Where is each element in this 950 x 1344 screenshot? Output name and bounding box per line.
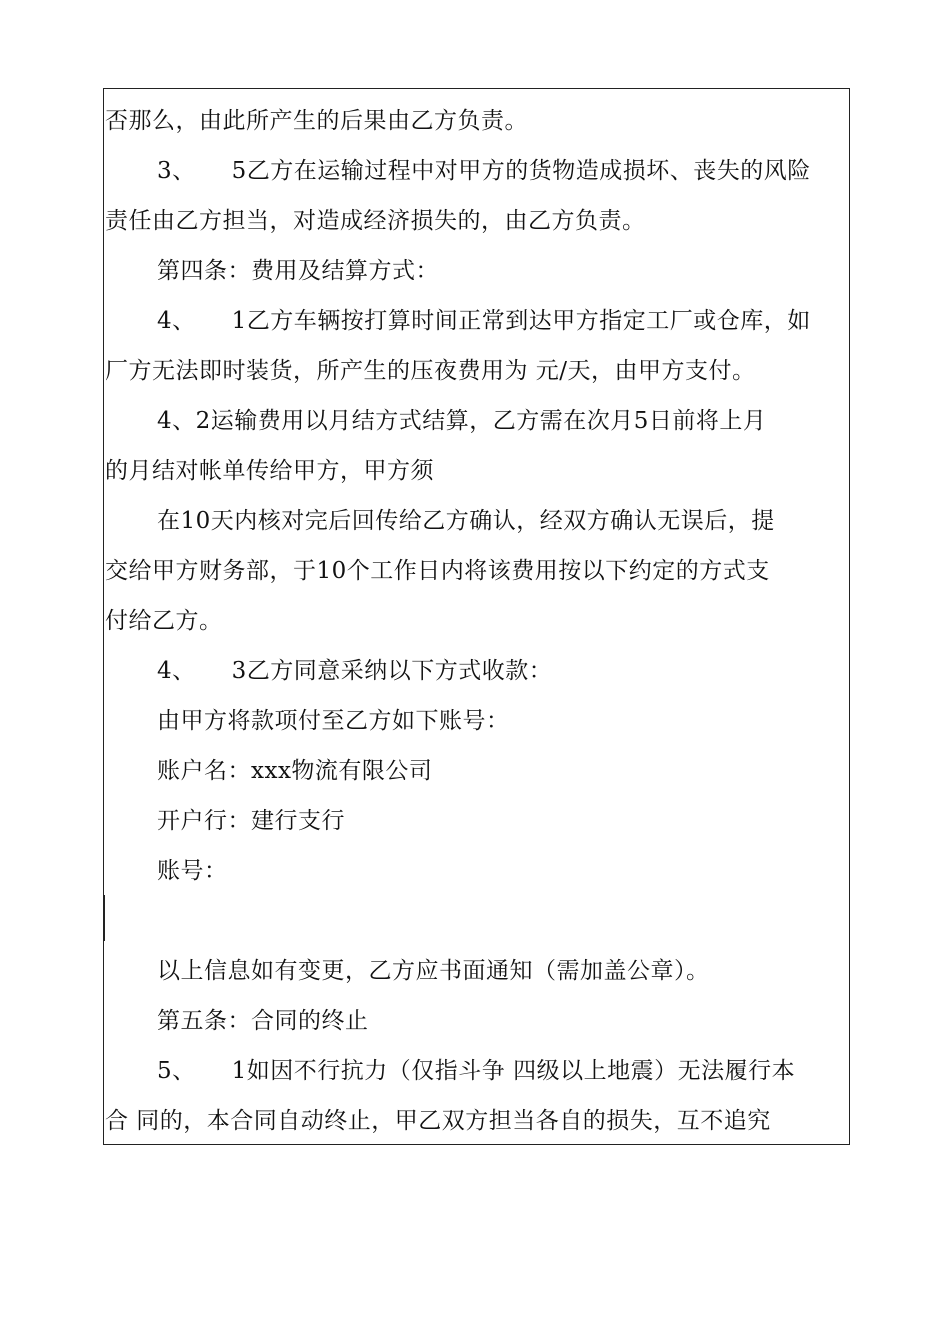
section-heading-5: 第五条：合同的终止 [157, 1008, 369, 1034]
clause-text: 5乙方在运输过程中对甲方的货物造成损坏、丧失的风险 [231, 158, 811, 184]
text-line: 否那么，由此所产生的后果由乙方负责。 [105, 108, 528, 134]
text-line: 由甲方将款项付至乙方如下账号： [157, 708, 510, 734]
text-line: 厂方无法即时装货，所产生的压夜费用为 元/天，由甲方支付。 [105, 358, 756, 384]
clause-number: 4、 [157, 658, 196, 684]
text-line: 责任由乙方担当，对造成经济损失的，由乙方负责。 [105, 208, 646, 234]
text-line: 的月结对帐单传给甲方，甲方须 [105, 458, 434, 484]
table-left-border-mark [103, 895, 105, 941]
clause-number: 4、 [157, 308, 196, 334]
clause-5-1-line-1 [105, 1056, 849, 1086]
text-line: 付给乙方。 [105, 608, 223, 634]
clause-number: 5、 [157, 1058, 196, 1084]
clause-text: 1乙方车辆按打算时间正常到达甲方指定工厂或仓库，如 [231, 308, 811, 334]
text-line: 在10天内核对完后回传给乙方确认，经双方确认无误后，提 [157, 508, 775, 534]
clause-text: 1如因不行抗力（仅指斗争 四级以上地震）无法履行本 [231, 1058, 796, 1084]
account-number-line: 账号： [157, 858, 228, 884]
text-line: 合 同的，本合同自动终止，甲乙双方担当各自的损失，互不追究 [105, 1108, 771, 1134]
section-heading-4: 第四条：费用及结算方式： [157, 258, 439, 284]
clause-4-3-line-1 [105, 656, 849, 686]
clause-text: 3乙方同意采纳以下方式收款： [231, 658, 553, 684]
clause-3-5-line-1 [105, 156, 849, 186]
clause-4-1-line-1 [105, 306, 849, 336]
text-line: 交给甲方财务部，于10个工作日内将该费用按以下约定的方式支 [105, 558, 770, 584]
clause-number: 3、 [157, 158, 196, 184]
clause-4-2-line-1: 4、2运输费用以月结方式结算，乙方需在次月5日前将上月 [157, 408, 767, 434]
bank-line: 开户行：建行支行 [157, 808, 345, 834]
text-line: 以上信息如有变更，乙方应书面通知（需加盖公章）。 [157, 958, 710, 984]
account-name-line: 账户名：xxx物流有限公司 [157, 758, 433, 784]
